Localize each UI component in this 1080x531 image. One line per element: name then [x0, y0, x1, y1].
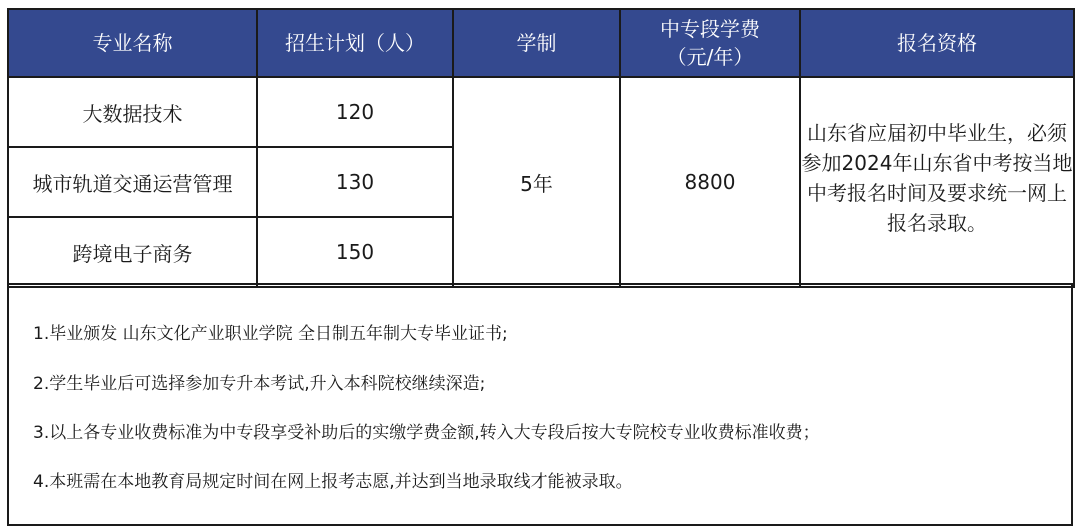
fee-cell: 8800 [620, 77, 800, 287]
header-major: 专业名称 [8, 9, 257, 77]
qualification-text: 山东省应届初中毕业生，必须参加2024年山东省中考按当地中考报名时间及要求统一网上报名录取。 [801, 121, 1073, 235]
table-row [8, 77, 1074, 147]
enrollment-info-panel [7, 8, 1073, 524]
duration-cell: 5年 [453, 77, 620, 287]
note-item: 4.本班需在本地教育局规定时间在网上报考志愿,并达到当地录取线才能被录取。 [33, 472, 633, 492]
note-item: 2.学生毕业后可选择参加专升本考试,升入本科院校继续深造; [33, 374, 486, 394]
qualification-cell [800, 77, 1074, 287]
plan-cell: 130 [257, 147, 453, 217]
note-item: 1.毕业颁发 山东文化产业职业学院 全日制五年制大专毕业证书; [33, 324, 508, 344]
major-cell: 大数据技术 [8, 77, 257, 147]
major-cell: 城市轨道交通运营管理 [8, 147, 257, 217]
header-fee [620, 9, 800, 77]
note-item: 3.以上各专业收费标准为中专段享受补助后的实缴学费金额,转入大专段后按大专院校专业收费标准收费； [33, 423, 820, 443]
header-qualification: 报名资格 [800, 9, 1074, 77]
major-cell: 跨境电子商务 [8, 217, 257, 287]
table-header-row [8, 9, 1074, 77]
plan-cell: 120 [257, 77, 453, 147]
header-plan: 招生计划（人） [257, 9, 453, 77]
header-fee-line1: 中专段学费 [660, 17, 760, 41]
header-fee-line2: （元/年） [666, 45, 754, 69]
plan-cell: 150 [257, 217, 453, 287]
enrollment-table [7, 8, 1075, 288]
header-duration: 学制 [453, 9, 620, 77]
notes-box [7, 283, 1073, 526]
